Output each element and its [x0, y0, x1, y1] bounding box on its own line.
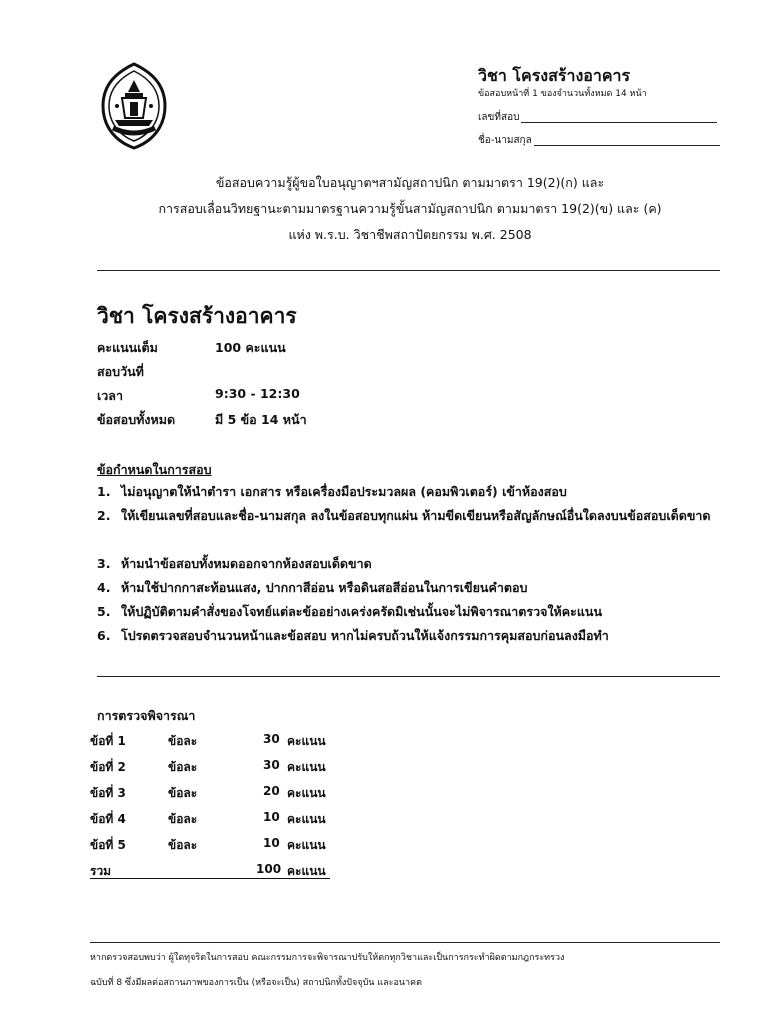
- score-row-4-unit: คะแนน: [287, 812, 326, 826]
- score-row-1-points: 30: [263, 732, 280, 746]
- score-row-5-each: ข้อละ: [168, 838, 198, 852]
- score-row-5-unit: คะแนน: [287, 838, 326, 852]
- name-line: [534, 144, 720, 146]
- exam-number-label: เลขที่สอบ: [478, 112, 520, 123]
- rule-text-5: ให้ปฏิบัติตามคำสั่งของโจทย์แต่ละข้ออย่างเคร่งครัดมิเช่นนั้นจะไม่พิจารณาตรวจให้คะแนน: [121, 604, 603, 619]
- header-subject: วิชา โครงสร้างอาคาร: [478, 66, 631, 85]
- score-row-4-item: ข้อที่ 4: [90, 812, 126, 826]
- name-field[interactable]: [478, 133, 720, 148]
- intro-line-2: การสอบเลื่อนวิทยฐานะตามมาตรฐานความรู้ขั้นสามัญสถาปนิก ตามมาตรา 19(2)(ข) และ (ค): [158, 201, 662, 216]
- score-row-4-each: ข้อละ: [168, 812, 198, 826]
- intro-line-3: แห่ง พ.ร.บ. วิชาชีพสถาปัตยกรรม พ.ศ. 2508: [288, 227, 532, 242]
- score-row-3-each: ข้อละ: [168, 786, 198, 800]
- seal-icon: [97, 62, 171, 150]
- total-questions-value: มี 5 ข้อ 14 หน้า: [215, 412, 307, 427]
- score-row-1-item: ข้อที่ 1: [90, 734, 126, 748]
- rule-text-2: ให้เขียนเลขที่สอบและชื่อ-นามสกุล ลงในข้อสอบทุกแผ่น ห้ามขีดเขียนหรือสัญลักษณ์อื่นใดลงบนข้อสอบเด็ดขาด: [121, 508, 711, 523]
- time-value: 9:30 - 12:30: [215, 386, 300, 401]
- total-questions-label: ข้อสอบทั้งหมด: [97, 412, 176, 427]
- exam-number-line: [521, 121, 717, 123]
- exam-number-field[interactable]: [478, 110, 717, 125]
- score-total-row: [90, 860, 330, 879]
- score-row-4-points: 10: [263, 810, 280, 824]
- score-row-3-points: 20: [263, 784, 280, 798]
- score-total-label: รวม: [90, 864, 112, 878]
- score-row-2-unit: คะแนน: [287, 760, 326, 774]
- time-label: เวลา: [97, 388, 123, 403]
- rule-number-6: 6.: [97, 628, 111, 643]
- subject-title: วิชา โครงสร้างอาคาร: [97, 304, 297, 328]
- score-row-2-item: ข้อที่ 2: [90, 760, 126, 774]
- full-score-label: คะแนนเต็ม: [97, 340, 158, 355]
- score-row-3-item: ข้อที่ 3: [90, 786, 126, 800]
- score-total-points: 100: [256, 862, 282, 876]
- score-row-2-each: ข้อละ: [168, 760, 198, 774]
- score-row-5-points: 10: [263, 836, 280, 850]
- divider-top: [97, 270, 720, 271]
- score-row-1-unit: คะแนน: [287, 734, 326, 748]
- rule-text-6: โปรดตรวจสอบจำนวนหน้าและข้อสอบ หากไม่ครบถ้วนให้แจ้งกรรมการคุมสอบก่อนลงมือทำ: [121, 628, 609, 643]
- rule-number-4: 4.: [97, 580, 111, 595]
- rule-text-1: ไม่อนุญาตให้นำตำรา เอกสาร หรือเครื่องมือประมวลผล (คอมพิวเตอร์) เข้าห้องสอบ: [121, 484, 567, 499]
- score-total-unit: คะแนน: [287, 864, 326, 878]
- rule-number-3: 3.: [97, 556, 111, 571]
- name-label: ชื่อ-นามสกุล: [478, 135, 532, 146]
- footer-line-2: ฉบับที่ 8 ซึ่งมีผลต่อสถานภาพของการเป็น (หรือจะเป็น) สถาปนิกทั้งปัจจุบัน และอนาคต: [90, 978, 422, 988]
- rule-text-4: ห้ามใช้ปากกาสะท้อนแสง, ปากกาสีอ่อน หรือดินสอสีอ่อนในการเขียนคำตอบ: [121, 580, 528, 595]
- score-row-5-item: ข้อที่ 5: [90, 838, 126, 852]
- score-row-2-points: 30: [263, 758, 280, 772]
- header-page-info: ข้อสอบหน้าที่ 1 ของจำนวนทั้งหมด 14 หน้า: [478, 89, 647, 99]
- footer-divider: [90, 942, 720, 943]
- divider-middle: [97, 676, 720, 677]
- score-row-1-each: ข้อละ: [168, 734, 198, 748]
- council-seal-logo: [97, 62, 171, 150]
- footer-line-1: หากตรวจสอบพบว่า ผู้ใดทุจริตในการสอบ คณะกรรมการจะพิจารณาปรับให้ตกทุกวิชาและเป็นการกระทำผิดตามกฎกระทรวง: [90, 953, 565, 963]
- rules-heading: ข้อกำหนดในการสอบ: [97, 462, 212, 477]
- scoring-heading: การตรวจพิจารณา: [97, 708, 196, 723]
- exam-date-label: สอบวันที่: [97, 364, 144, 379]
- rule-number-1: 1.: [97, 484, 111, 499]
- rule-text-3: ห้ามนำข้อสอบทั้งหมดออกจากห้องสอบเด็ดขาด: [121, 556, 372, 571]
- intro-line-1: ข้อสอบความรู้ผู้ขอใบอนุญาตฯสามัญสถาปนิก ตามมาตรา 19(2)(ก) และ: [215, 175, 605, 190]
- rule-number-2: 2.: [97, 508, 111, 523]
- rule-number-5: 5.: [97, 604, 111, 619]
- full-score-value: 100 คะแนน: [215, 340, 286, 355]
- score-row-3-unit: คะแนน: [287, 786, 326, 800]
